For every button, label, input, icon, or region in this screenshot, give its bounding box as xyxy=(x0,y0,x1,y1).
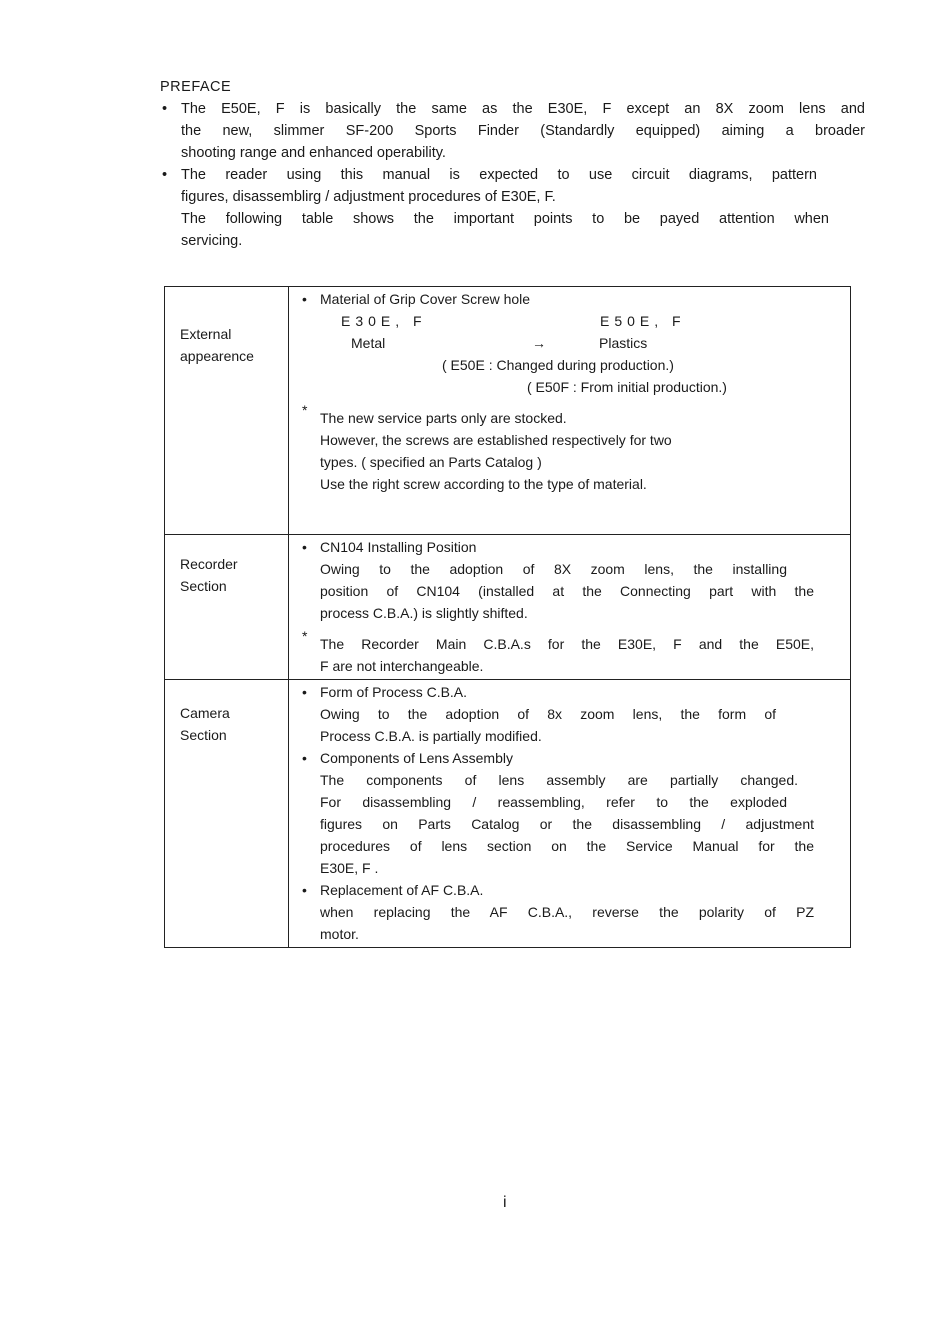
preface-text-line: The reader using this manual is expected to use circuit diagrams, pattern xyxy=(181,167,817,183)
note-line: The Recorder Main C.B.A.s for the E30E, F and the E50E, xyxy=(320,636,814,652)
table-row-external xyxy=(165,287,851,535)
preface-bullet-1 xyxy=(160,98,865,164)
item-line: The components of lens assembly are partially changed. xyxy=(320,772,798,788)
star-note xyxy=(289,628,814,677)
model-comparison xyxy=(289,310,814,332)
item-title: Material of Grip Cover Screw hole xyxy=(320,291,531,307)
note-line: However, the screws are established respectively for two xyxy=(320,432,672,448)
row-content-cell xyxy=(289,535,851,680)
row-label: Section xyxy=(180,578,227,594)
preface-text-line: The following table shows the important points to be payed attention when xyxy=(181,211,829,227)
to-model: E50E, F xyxy=(600,313,686,329)
preface-text-line: The E50E, F is basically the same as the E30E, F except an 8X zoom lens and xyxy=(181,101,865,117)
item-line: Owing to the adoption of 8X zoom lens, the installing xyxy=(320,561,787,577)
list-item xyxy=(289,747,814,769)
row-label-cell xyxy=(165,287,289,535)
item-title: Replacement of AF C.B.A. xyxy=(320,882,484,898)
item-title: Components of Lens Assembly xyxy=(320,750,513,766)
list-item xyxy=(289,536,814,558)
list-item xyxy=(289,879,814,901)
preface-text-line: servicing. xyxy=(181,233,243,249)
table-row-camera xyxy=(165,680,851,948)
material-comparison xyxy=(289,332,814,354)
asterisk-icon: * xyxy=(302,402,308,418)
item-line: figures on Parts Catalog or the disassembling / adjustment xyxy=(320,816,814,832)
note-text: ( E50F : From initial production.) xyxy=(527,379,727,395)
item-line: when replacing the AF C.B.A., reverse the polarity of PZ xyxy=(320,904,814,920)
item-line: E30E, F . xyxy=(320,860,379,876)
preface-bullet-2 xyxy=(160,164,865,252)
note-line: Use the right screw according to the type of material. xyxy=(320,476,647,492)
note-line: types. ( specified an Parts Catalog ) xyxy=(320,454,542,470)
list-item xyxy=(289,681,814,703)
row-label: External xyxy=(180,326,232,342)
bullet-icon: • xyxy=(162,101,168,117)
note-line: F are not interchangeable. xyxy=(320,658,484,674)
table-row-recorder xyxy=(165,535,851,680)
arrow-right-icon: → xyxy=(532,335,546,351)
item-line: process C.B.A.) is slightly shifted. xyxy=(320,605,528,621)
preface-text-line: shooting range and enhanced operability. xyxy=(181,145,446,161)
bullet-icon: • xyxy=(302,684,307,700)
to-material: Plastics xyxy=(599,335,648,351)
bullet-icon: • xyxy=(162,167,168,183)
service-points-table xyxy=(164,286,851,948)
item-line: For disassembling / reassembling, refer to the exploded xyxy=(320,794,787,810)
row-content-cell xyxy=(289,680,851,948)
item-title: Form of Process C.B.A. xyxy=(320,684,468,700)
asterisk-icon: * xyxy=(302,628,308,644)
list-item xyxy=(289,288,814,310)
production-note xyxy=(289,376,814,398)
note-line: The new service parts only are stocked. xyxy=(320,410,567,426)
preface-text-line: the new, slimmer SF-200 Sports Finder (Standardly equipped) aiming a broader xyxy=(181,123,865,139)
item-line: procedures of lens section on the Service Manual for the xyxy=(320,838,814,854)
note-text: ( E50E : Changed during production.) xyxy=(442,357,674,373)
item-line: motor. xyxy=(320,926,359,942)
preface-text-line: figures, disassemblirg / adjustment procedures of E30E, F. xyxy=(181,189,556,205)
bullet-icon: • xyxy=(302,750,307,766)
row-label: Section xyxy=(180,727,227,743)
row-label: appearence xyxy=(180,348,254,364)
from-material: Metal xyxy=(351,335,386,351)
row-label: Camera xyxy=(180,705,230,721)
production-note xyxy=(289,354,814,376)
item-line: Owing to the adoption of 8x zoom lens, the form of xyxy=(320,706,776,722)
from-model: E30E, F xyxy=(341,313,427,329)
row-label-cell xyxy=(165,535,289,680)
page-number: i xyxy=(503,1194,507,1211)
star-note xyxy=(289,402,814,495)
item-title: CN104 Installing Position xyxy=(320,539,477,555)
row-label: Recorder xyxy=(180,556,238,572)
row-label-cell xyxy=(165,680,289,948)
row-content-cell xyxy=(289,287,851,535)
item-line: position of CN104 (installed at the Connecting part with the xyxy=(320,583,814,599)
bullet-icon: • xyxy=(302,539,307,555)
item-line: Process C.B.A. is partially modified. xyxy=(320,728,542,744)
preface-heading: PREFACE xyxy=(160,79,232,95)
preface-section xyxy=(160,76,865,252)
bullet-icon: • xyxy=(302,291,307,307)
bullet-icon: • xyxy=(302,882,307,898)
